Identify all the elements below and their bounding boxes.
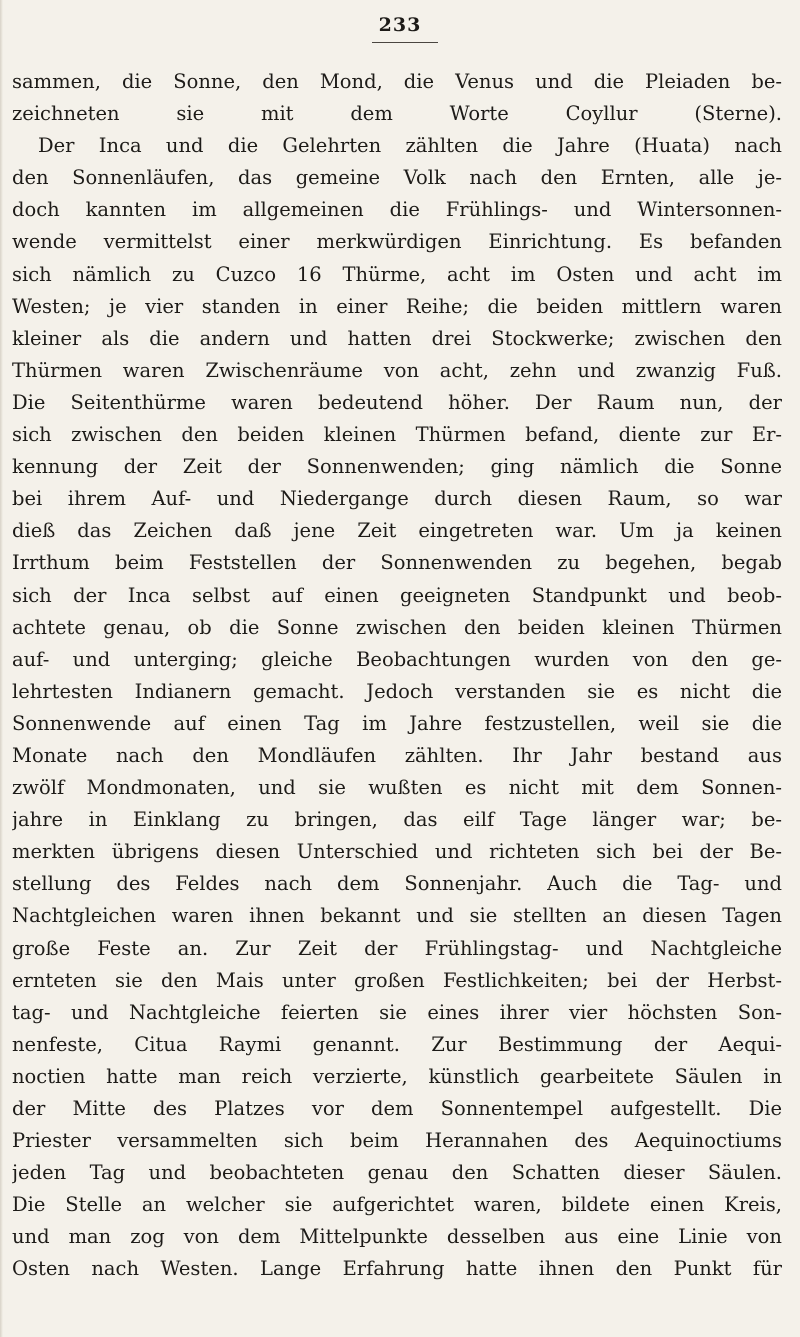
text-line: Irrthum beim Feststellen der Sonnenwenden zu begehen, begab: [12, 551, 782, 575]
text-line: Monate nach den Mondläufen zählten. Ihr Jahr bestand aus: [12, 743, 782, 767]
text-line: stellung des Feldes nach dem Sonnenjahr. Auch die Tag- und: [12, 872, 782, 896]
text-line: Die Seitenthürme waren bedeutend höher. Der Raum nun, der: [12, 390, 782, 414]
text-line: jeden Tag und beobachteten genau den Schatten dieser Säulen.: [12, 1161, 782, 1185]
text-line: kennung der Zeit der Sonnenwenden; ging nämlich die Sonne: [12, 455, 782, 479]
text-line: Sonnenwende auf einen Tag im Jahre festzustellen, weil sie die: [12, 711, 782, 735]
text-line: Thürmen waren Zwischenräume von acht, zehn und zwanzig Fuß.: [12, 358, 782, 382]
text-line: auf- und unterging; gleiche Beobachtungen wurden von den ge-: [12, 647, 782, 671]
text-line: sammen, die Sonne, den Mond, die Venus und die Pleiaden be-: [12, 70, 782, 93]
text-line: und man zog von dem Mittelpunkte desselben aus eine Linie von: [12, 1225, 782, 1249]
text-line: der Mitte des Platzes vor dem Sonnentempel aufgestellt. Die: [12, 1097, 782, 1120]
text-line: bei ihrem Auf- und Niedergange durch diesen Raum, so war: [12, 487, 782, 511]
text-line: große Feste an. Zur Zeit der Frühlingstag- und Nachtgleiche: [12, 936, 782, 960]
text-line: kleiner als die andern und hatten drei Stockwerke; zwischen den: [12, 326, 782, 350]
text-line: Der Inca und die Gelehrten zählten die Jahre (Huata) nach: [38, 134, 782, 158]
text-line: ernteten sie den Mais unter großen Festlichkeiten; bei der Herbst-: [12, 968, 782, 992]
text-line: lehrtesten Indianern gemacht. Jedoch verstanden sie es nicht die: [12, 679, 782, 703]
text-line: Die Stelle an welcher sie aufgerichtet waren, bildete einen Kreis,: [12, 1193, 782, 1217]
page-number: 233: [378, 14, 422, 36]
text-line: Osten nach Westen. Lange Erfahrung hatte ihnen den Punkt für: [12, 1257, 782, 1281]
header-rule: [372, 42, 438, 43]
text-line: sich der Inca selbst auf einen geeigneten Standpunkt und beob-: [12, 583, 782, 607]
body-text: [12, 66, 782, 1286]
text-line: wende vermittelst einer merkwürdigen Einrichtung. Es befanden: [12, 230, 782, 254]
text-line: noctien hatte man reich verzierte, künstlich gearbeitete Säulen in: [12, 1064, 782, 1088]
page-edge-shadow: [0, 0, 3, 1337]
text-line: sich nämlich zu Cuzco 16 Thürme, acht im Osten und acht im: [12, 262, 782, 286]
text-line: zeichneten sie mit dem Worte Coyllur (Sterne).: [12, 102, 782, 126]
text-line: den Sonnenläufen, das gemeine Volk nach den Ernten, alle je-: [12, 166, 782, 190]
text-line: zwölf Mondmonaten, und sie wußten es nicht mit dem Sonnen-: [12, 776, 782, 800]
text-line: doch kannten im allgemeinen die Frühlings- und Wintersonnen-: [12, 198, 782, 222]
text-line: merkten übrigens diesen Unterschied und richteten sich bei der Be-: [12, 840, 782, 864]
text-line: dieß das Zeichen daß jene Zeit eingetreten war. Um ja keinen: [12, 519, 782, 543]
text-line: achtete genau, ob die Sonne zwischen den beiden kleinen Thürmen: [12, 615, 782, 639]
text-line: sich zwischen den beiden kleinen Thürmen befand, diente zur Er-: [12, 423, 782, 447]
text-line: Priester versammelten sich beim Herannahen des Aequinoctiums: [12, 1129, 782, 1153]
text-line: tag- und Nachtgleiche feierten sie eines ihrer vier höchsten Son-: [12, 1000, 782, 1024]
text-line: jahre in Einklang zu bringen, das eilf Tage länger war; be-: [12, 808, 782, 832]
text-line: Westen; je vier standen in einer Reihe; die beiden mittlern waren: [12, 294, 782, 318]
text-line: Nachtgleichen waren ihnen bekannt und sie stellten an diesen Tagen: [12, 904, 782, 928]
text-line: nenfeste, Citua Raymi genannt. Zur Bestimmung der Aequi-: [12, 1032, 782, 1056]
